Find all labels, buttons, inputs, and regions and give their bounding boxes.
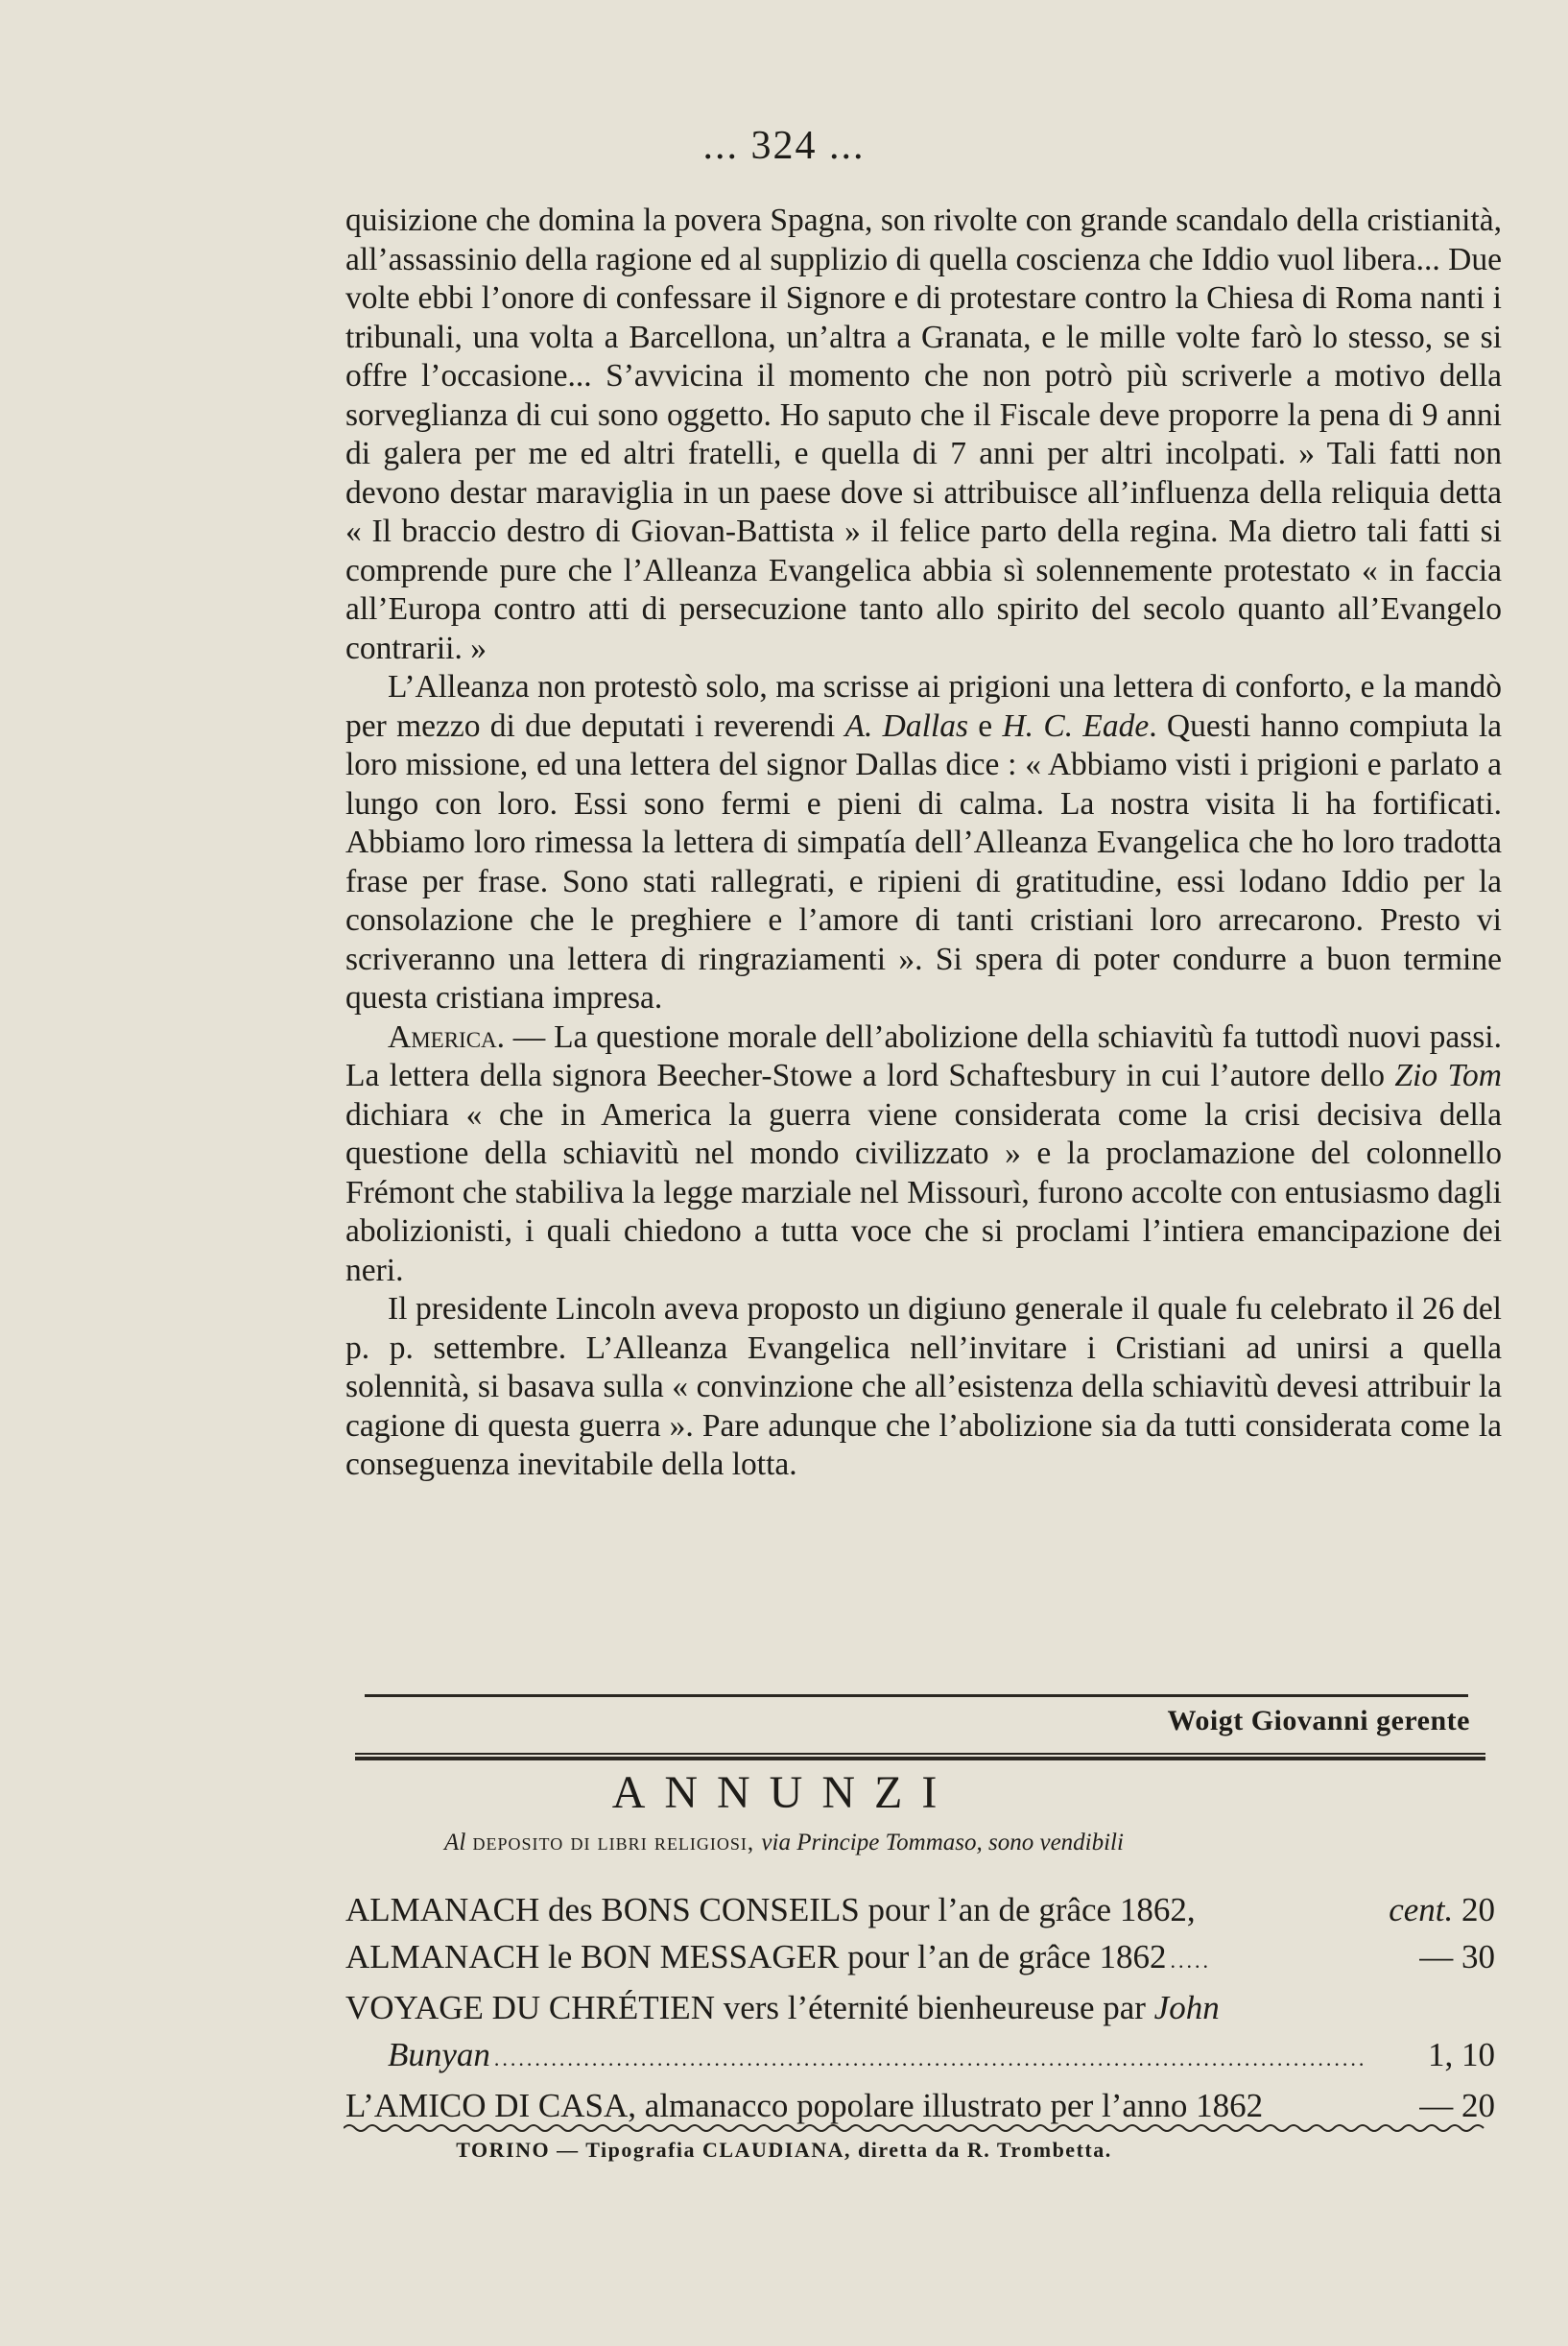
double-rule bbox=[355, 1753, 1485, 1760]
list-item: ALMANACH le BON MESSAGER pour l’an de grâce 1862 ..... — 30 bbox=[345, 1938, 1495, 1975]
paragraph-4: Il presidente Lincoln aveva proposto un digiuno generale il quale fu celebrato il 26 del p. p. settembre. L’Alleanza Evangelica nell’invitare i Cristiani ad unirsi a quella solennità, si basava sulla « convinzione che all’esistenza della schiavitù devesi attribuir la cagione di questa guerra ». Pare adunque che l’abolizione sia da tutti considerata come la conseguenza inevitabile della lotta. bbox=[345, 1291, 1502, 1482]
article-body bbox=[345, 202, 1502, 1485]
list-item: L’AMICO DI CASA, almanacco popolare illustrato per l’anno 1862 — 20 bbox=[345, 2087, 1495, 2124]
announcement-list bbox=[345, 1886, 1495, 2129]
name-eade: H. C. Eade bbox=[1002, 707, 1150, 744]
signature: Woigt Giovanni gerente bbox=[1167, 1705, 1470, 1736]
paragraph-1: quisizione che domina la povera Spagna, son rivolte con grande scandalo della cristianità, all’assassinio della ragione ed al supplizio di quella coscienza che Iddio vuol libera... Due volte ebbi l’onore di confessare il Signore e di protestare contro la Chiesa di Roma nanti i tribunali, una volta a Barcellona, un’altra a Granata, e le mille volte farò lo stesso, se si offre l’occasione... S’avvicina il momento che non potrò più scriverle a motivo della sorveglianza di cui sono oggetto. Ho saputo che il Fiscale deve proporre la pena di 9 anni di galera per me ed altri fratelli, e quella di 7 anni per altri incolpati. » Tali fatti non devono destar maraviglia in un paese dove si attribuisce all’influenza della reliquia detta « Il braccio destro di Giovan-Battista » il felice parto della regina. Ma dietro tali fatti si comprende pure che l’Alleanza Evangelica abbia sì solennemente protestato « in faccia all’Europa contro atti di persecuzione tanto allo spirito del secolo quanto all’Evangelo contrarii. » bbox=[345, 203, 1502, 666]
list-item: Bunyan ........................................................................................................... 1, 10 bbox=[388, 2036, 1495, 2073]
list-item: VOYAGE DU CHRÉTIEN vers l’éternité bienheureuse par John bbox=[345, 1989, 1220, 2026]
imprint: TORINO — Tipografia CLAUDIANA, diretta da R. Trombetta. bbox=[456, 2138, 1112, 2162]
name-dallas: A. Dallas bbox=[844, 707, 968, 744]
paragraph-3: America. — La questione morale dell’abolizione della schiavitù fa tuttodì nuovi passi. La lettera della signora Beecher-Stowe a lord Schaftesbury in cui l’autore dello Zio Tom dichiara « che in America la guerra viene considerata come la crisi decisiva della questione della schiavitù nel mondo civilizzato » e la proclamazione del colonnello Frémont che stabiliva la legge marziale nel Missourì, furono accolte con entusiasmo dagli abolizionisti, i quali chiedono a tutta voce che si proclami l’intiera emancipazione dei neri. bbox=[345, 1018, 1502, 1288]
wavy-rule bbox=[344, 2121, 1485, 2135]
section-lead-america: America. bbox=[388, 1018, 506, 1055]
page-number: ... 324 ... bbox=[702, 124, 866, 168]
paragraph-2: L’Alleanza non protestò solo, ma scrisse ai prigioni una lettera di conforto, e la mandò per mezzo di due deputati i reverendi A. Dallas e H. C. Eade. Questi hanno compiuta la loro missione, ed una lettera del signor Dallas dice : « Abbiamo visti i prigioni e parlato a lungo con loro. Essi sono fermi e pieni di calma. La nostra visita li ha fortificati. Abbiamo loro rimessa la lettera di simpatía dell’Alleanza Evangelica che ho loro tradotta frase per frase. Sono stati rallegrati, e ripieni di gratitudine, essi lodano Iddio per la consolazione che le preghiere e l’amore di tanti cristiani loro arrecarono. Presto vi scriveranno una lettera di ringraziamenti ». Si spera di poter condurre a buon termine questa cristiana impresa. bbox=[345, 669, 1503, 1016]
divider-rule bbox=[365, 1694, 1468, 1697]
book-title: Zio Tom bbox=[1394, 1058, 1502, 1093]
announcements-heading: ANNUNZI bbox=[611, 1767, 957, 1818]
announcements-subheading: Al deposito di libri religiosi, via Principe Tommaso, sono vendibili bbox=[444, 1830, 1124, 1855]
list-item: ALMANACH des BONS CONSEILS pour l’an de grâce 1862, cent. 20 bbox=[345, 1891, 1495, 1928]
